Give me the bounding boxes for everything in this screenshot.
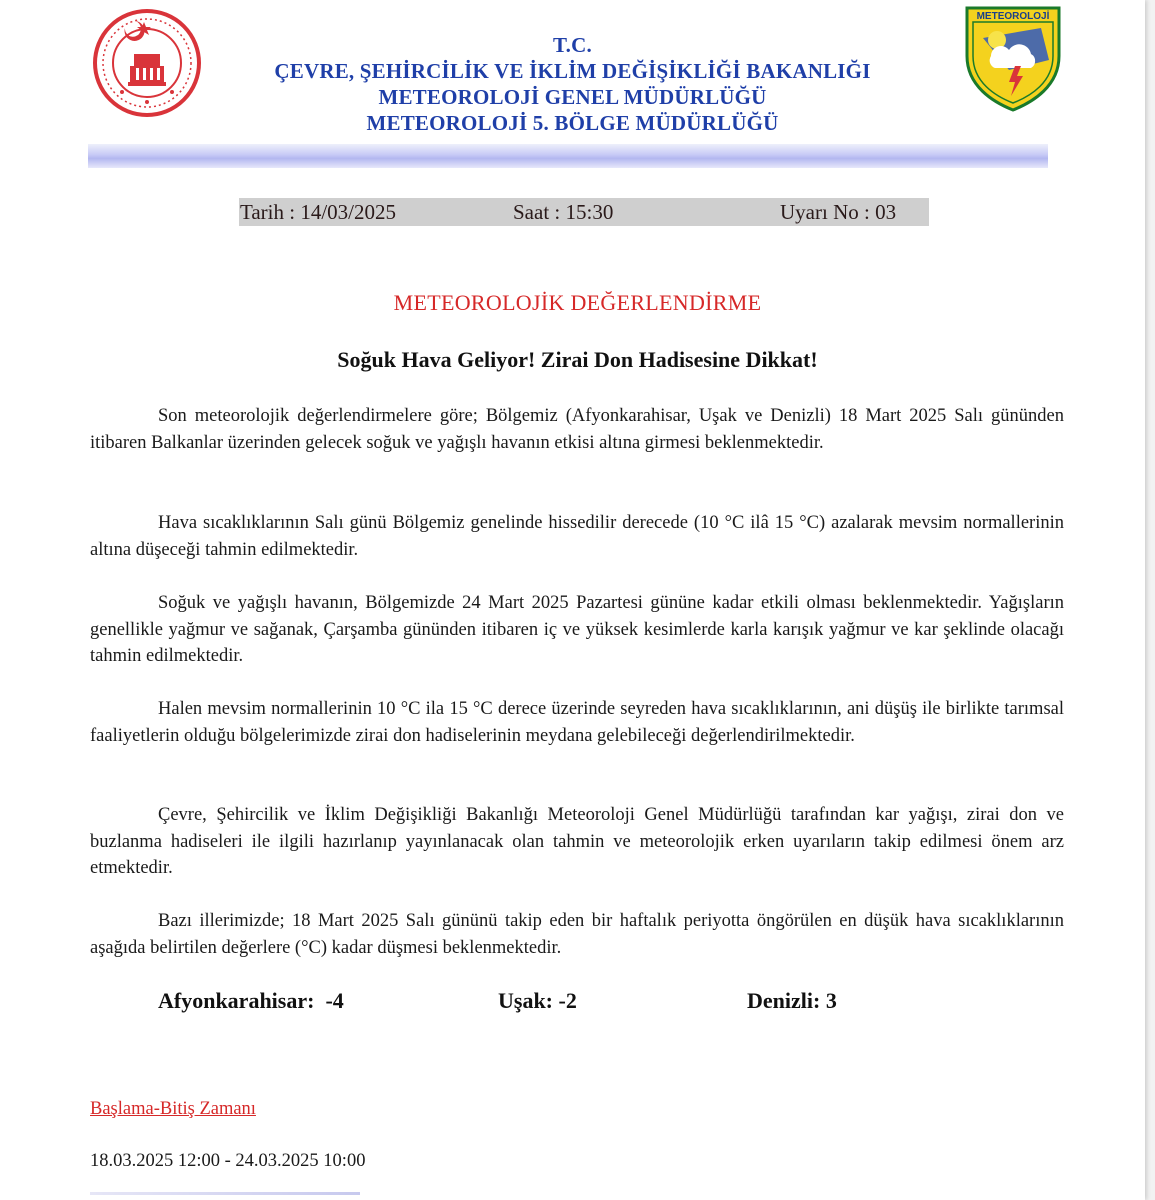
- city-denizli: [747, 988, 837, 1014]
- header-line-region: METEOROLOJİ 5. BÖLGE MÜDÜRLÜĞÜ: [366, 111, 779, 135]
- period-label: Başlama-Bitiş Zamanı: [90, 1099, 256, 1119]
- info-date: Tarih : 14/03/2025: [240, 200, 397, 224]
- city-name: Uşak:: [498, 988, 554, 1013]
- city-name: Afyonkarahisar:: [158, 988, 315, 1013]
- city-afyonkarahisar: [158, 988, 344, 1014]
- section-title: METEOROLOJİK DEĞERLENDİRME: [393, 290, 762, 315]
- paragraph-6: Bazı illerimizde; 18 Mart 2025 Salı gününü takip eden bir haftalık periyotta öngörülen en düşük hava sıcaklıklarının aşağıda belirtilen değerlere (°C) kadar düşmesi beklenmektedir.: [90, 911, 1064, 958]
- header-line-tc: T.C.: [553, 33, 592, 57]
- city-min-temp: -2: [558, 988, 577, 1013]
- paragraph-4: Halen mevsim normallerinin 10 °C ila 15 °C derece üzerinde seyreden hava sıcaklıklarının, ani düşüş ile birlikte tarımsal faaliyetlerin olduğu bölgelerimizde zirai don hadiselerinin meydana gelebileceği değerlendirilmektedir.: [90, 699, 1064, 746]
- paragraph-3: Soğuk ve yağışlı havanın, Bölgemizde 24 Mart 2025 Pazartesi gününe kadar etkili olması beklenmektedir. Yağışların genellikle yağmur ve sağanak, Çarşamba gününden itibaren iç ve yüksek kesimlerde karla karışık yağmur ve kar şeklinde olacağı tahmin edilmektedir.: [90, 593, 1064, 666]
- paragraph-2: Hava sıcaklıklarının Salı günü Bölgemiz genelinde hissedilir derecede (10 °C ilâ 15 °C) azalarak mevsim normallerinin altına düşeceği tahmin edilmektedir.: [90, 513, 1064, 560]
- info-warning-number: Uyarı No : 03: [780, 200, 897, 224]
- city-min-temp: 3: [825, 988, 837, 1013]
- header-line-directorate: METEOROLOJİ GENEL MÜDÜRLÜĞÜ: [378, 85, 767, 109]
- paragraph-1: Son meteorolojik değerlendirmelere göre; Bölgemiz (Afyonkarahisar, Uşak ve Denizli) 18 Mart 2025 Salı gününden itibaren Balkanlar üzerinden gelecek soğuk ve yağışlı havanın etkisi altına girmesi beklenmektedir.: [90, 406, 1064, 453]
- city-name: Denizli:: [747, 988, 821, 1013]
- city-min-temp: -4: [325, 988, 344, 1013]
- logo-text: METEOROLOJİ: [976, 11, 1050, 22]
- header-line-ministry: ÇEVRE, ŞEHİRCİLİK VE İKLİM DEĞİŞİKLİĞİ BAKANLIĞI: [274, 59, 871, 83]
- period-value: 18.03.2025 12:00 - 24.03.2025 10:00: [90, 1151, 366, 1171]
- info-time: Saat : 15:30: [513, 200, 614, 224]
- footer-divider: [90, 1192, 360, 1195]
- city-usak: [498, 988, 577, 1014]
- warning-headline: Soğuk Hava Geliyor! Zirai Don Hadisesine Dikkat!: [337, 347, 818, 372]
- paragraph-5: Çevre, Şehircilik ve İklim Değişikliği Bakanlığı Meteoroloji Genel Müdürlüğü tarafından kar yağışı, zirai don ve buzlanma hadiseleri ile ilgili hazırlanıp yayınlanacak olan tahmin ve meteorolojik erken uyarıların takip edilmesi önem arz etmektedir.: [90, 805, 1064, 878]
- header-divider-band: [88, 144, 1048, 168]
